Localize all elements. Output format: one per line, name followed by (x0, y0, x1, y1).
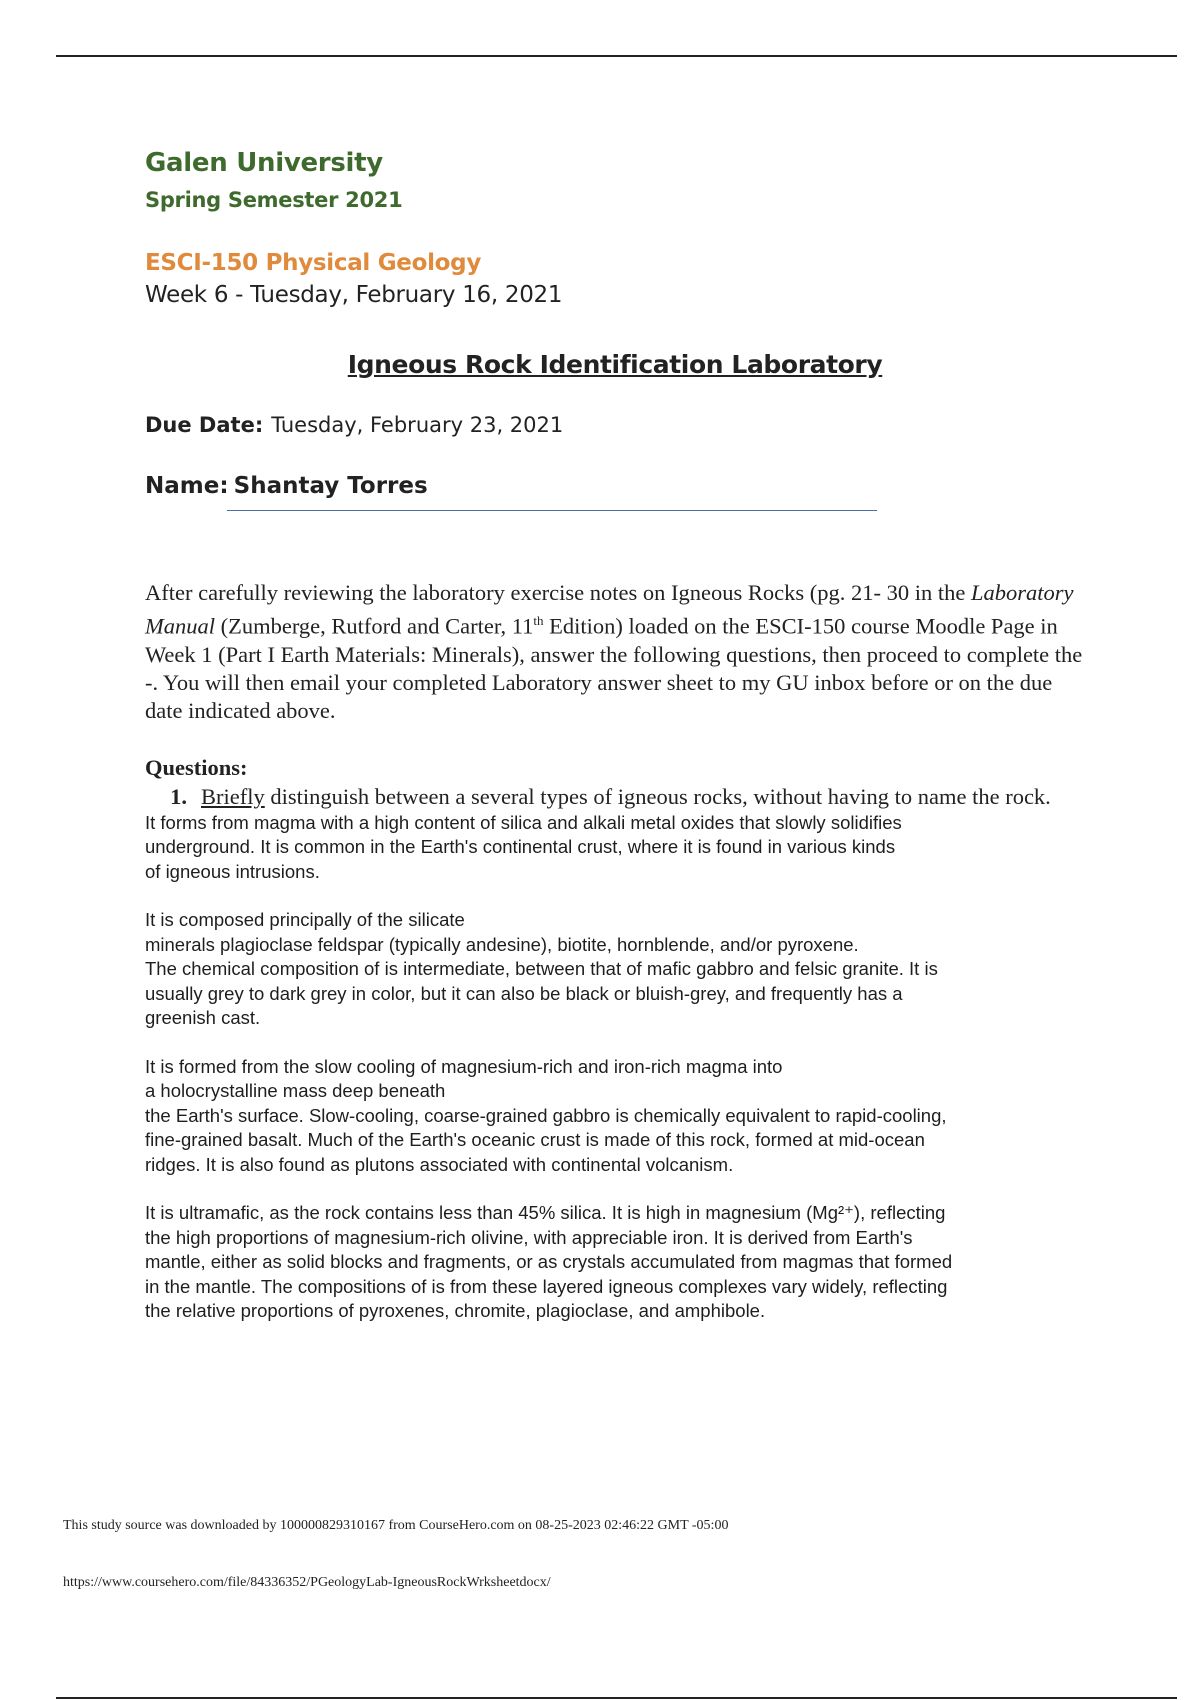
source-url[interactable]: https://www.coursehero.com/file/84336352/PGeologyLab-IgneousRockWrksheetdocx/ (63, 1575, 551, 1590)
due-date-label: Due Date: (145, 413, 264, 437)
question-1 (145, 783, 1095, 811)
student-name-row (145, 473, 1095, 513)
question-text: Briefly distinguish between a several types of igneous rocks, without having to name the rock. (201, 783, 1051, 809)
answers-block (145, 811, 1095, 1324)
answer-paragraph: It is composed principally of the silicate minerals plagioclase feldspar (typically andesine), biotite, hornblende, and/or pyroxene. The chemical composition of is intermediate, between that of mafic gabbro and felsic granite. It is usually grey to dark grey in color, but it can also be black or bluish-grey, and frequently has a greenish cast. (145, 909, 938, 1028)
top-rule (56, 55, 1177, 57)
name-underline (227, 510, 877, 511)
course-title: ESCI-150 Physical Geology (145, 250, 482, 276)
student-name: Shantay Torres (233, 473, 428, 499)
document-body (145, 148, 1095, 1324)
name-label: Name: (145, 473, 229, 499)
semester: Spring Semester 2021 (145, 188, 403, 212)
questions-heading: Questions: (145, 754, 248, 780)
manual-title: Laboratory Manual (145, 580, 1074, 639)
lab-title: Igneous Rock Identification Laboratory (347, 350, 883, 379)
week-date: Week 6 - Tuesday, February 16, 2021 (145, 282, 563, 308)
due-date-value: Tuesday, February 23, 2021 (271, 413, 564, 437)
due-date (145, 413, 1095, 437)
answer-paragraph: It is ultramafic, as the rock contains less than 45% silica. It is high in magnesium (Mg²⁺), reflecting the high proportions of magnesium-rich olivine, with appreciable iron. It is derived from Earth's mantle, either as solid blocks and fragments, or as crystals accumulated from magmas that formed in the mantle. The compositions of is from these layered igneous complexes vary widely, reflecting the relative proportions of pyroxenes, chromite, plagioclase, and amphibole. (145, 1202, 953, 1321)
university-name: Galen University (145, 148, 383, 178)
download-notice: This study source was downloaded by 100000829310167 from CourseHero.com on 08-25-2023 02:46:22 GMT -05:00 (63, 1518, 729, 1533)
answer-paragraph: It forms from magma with a high content of silica and alkali metal oxides that slowly solidifies underground. It is common in the Earth's continental crust, where it is found in various kinds of igneous intrusions. (145, 811, 902, 882)
answer-paragraph: It is formed from the slow cooling of magnesium-rich and iron-rich magma into a holocrystalline mass deep beneath the Earth's surface. Slow-cooling, coarse-grained gabbro is chemically equivalent to rapid-cooling, fine-grained basalt. Much of the Earth's oceanic crust is made of this rock, formed at mid-ocean ridges. It is also found as plutons associated with continental volcanism. (145, 1055, 947, 1175)
instructions-paragraph: After carefully reviewing the laboratory exercise notes on Igneous Rocks (pg. 21- 30 in the Laboratory Manual (Zumberge, Rutford and Carter, 11th Edition) loaded on the ESCI-150 course Moodle Page in Week 1 (Part I Earth Materials: Minerals), answer the following questions, then proceed to complete the -. You will then email your completed Laboratory answer sheet to my GU inbox before or on the due date indicated above. (145, 580, 1083, 723)
bottom-rule (56, 1697, 1177, 1699)
question-number: 1. (170, 783, 187, 809)
